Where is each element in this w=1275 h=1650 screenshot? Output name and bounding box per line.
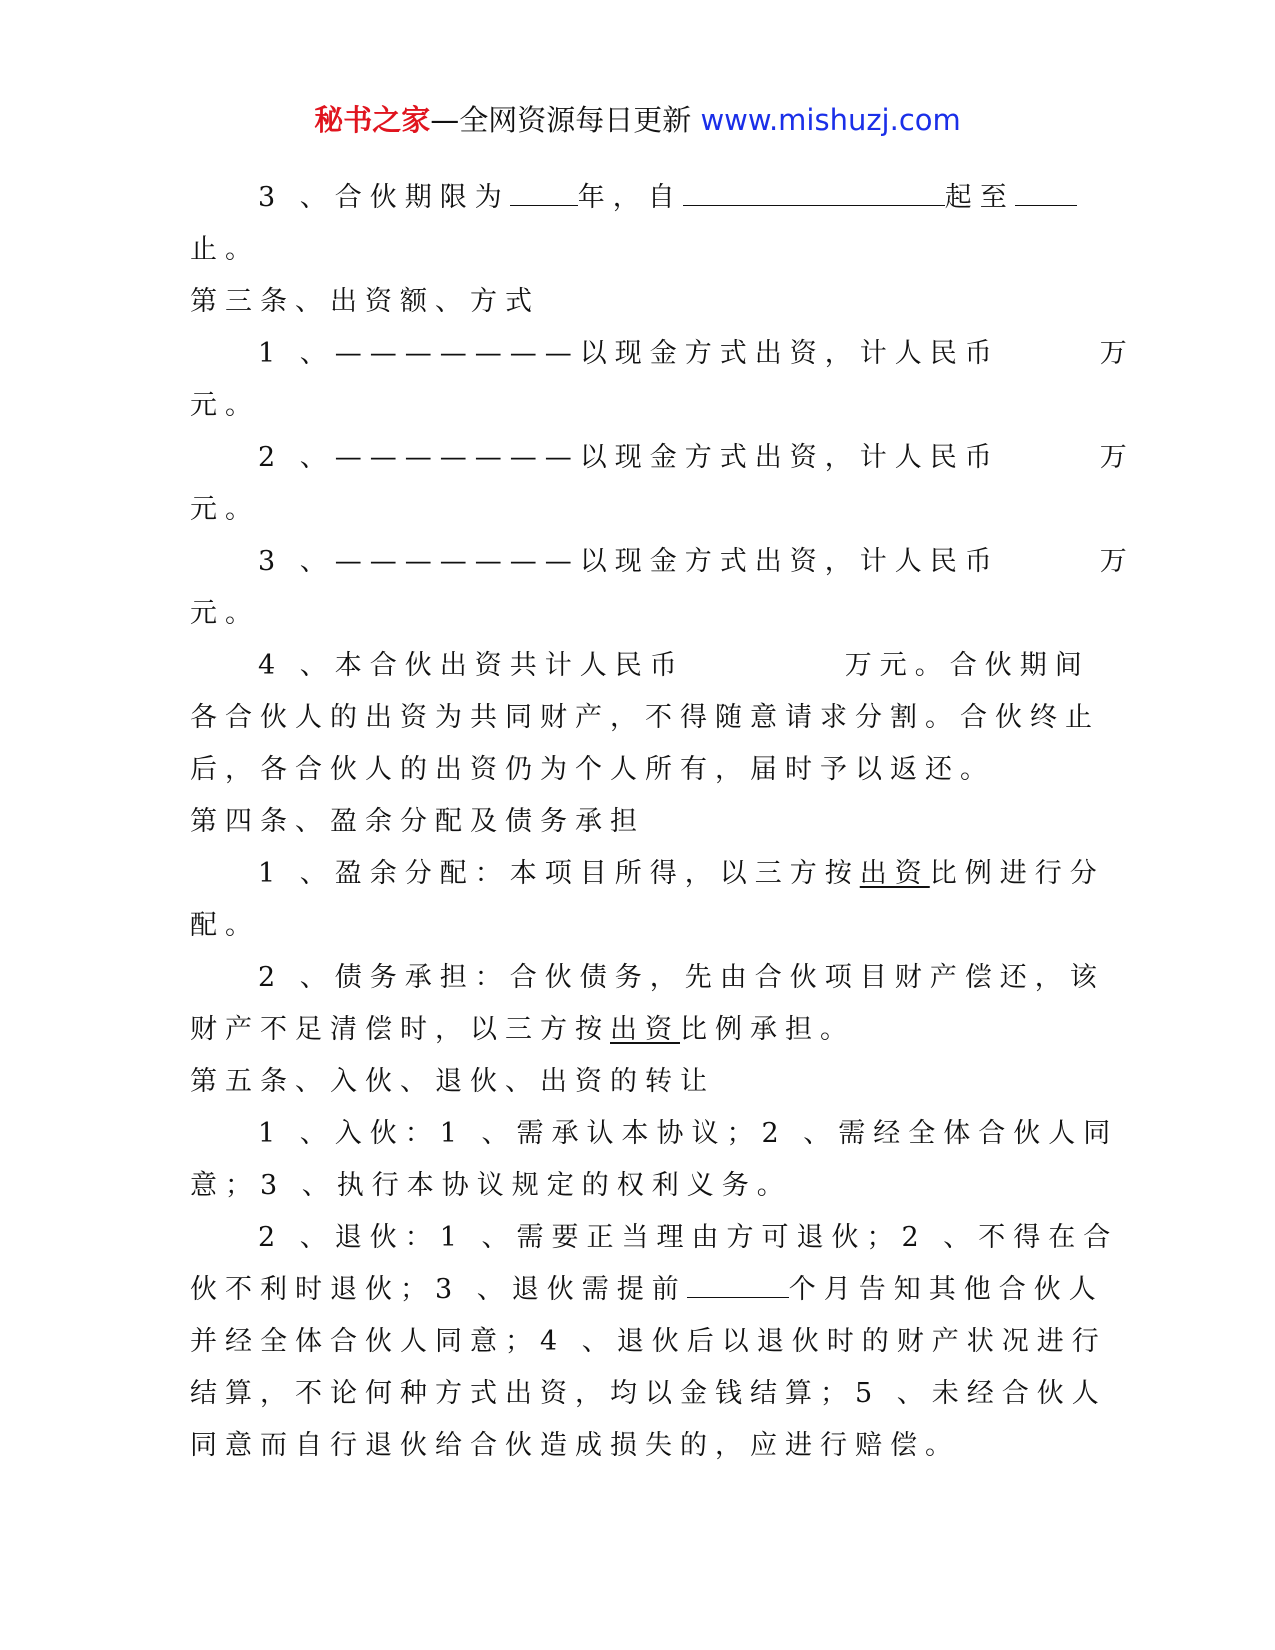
underlined-capital: 出资 <box>610 1014 680 1045</box>
text-line-6 <box>190 432 1135 484</box>
article-4-heading: 第四条、盈余分配及债务承担 <box>190 806 645 837</box>
text-line-24: 结算，不论何种方式出资，均以金钱结算；5 、未经合伙人 <box>190 1378 1107 1409</box>
text-line-7: 元。 <box>190 494 260 525</box>
text-line-4 <box>190 328 1135 380</box>
months-notice-text: 个月告知其他合伙人 <box>788 1274 1104 1305</box>
text-line-11: 各合伙人的出资为共同财产，不得随意请求分割。合伙终止 <box>190 702 1100 733</box>
unit-wan: 万 <box>1099 338 1135 369</box>
debt-text: 财产不足清偿时，以三方按 <box>190 1014 610 1045</box>
article-3-heading: 第三条、出资额、方式 <box>190 286 540 317</box>
text-line-2: 止。 <box>190 234 260 265</box>
text-line-22 <box>190 1264 1104 1316</box>
blank-start-date <box>683 173 945 206</box>
text-line-5: 元。 <box>190 390 260 421</box>
text-line-19: 1 、入伙：1 、需承认本协议；2 、需经全体合伙人同 <box>258 1118 1119 1149</box>
profit-distribution-text: 1 、盈余分配：本项目所得，以三方按 <box>258 858 860 889</box>
contribution-3: 3 、———————以现金方式出资，计人民币 <box>258 546 1000 577</box>
unit-wan: 万 <box>1099 546 1135 577</box>
text-line-1 <box>190 172 1085 224</box>
text-line-17 <box>190 1004 1085 1056</box>
underlined-capital: 出资 <box>859 858 930 889</box>
until-label: 起至 <box>944 182 1015 213</box>
text-line-21: 2 、退伙：1 、需要正当理由方可退伙；2 、不得在合 <box>258 1222 1119 1253</box>
site-header <box>0 100 1275 140</box>
contribution-2: 2 、———————以现金方式出资，计人民币 <box>258 442 1000 473</box>
term-label: 3 、合伙期限为 <box>258 182 510 213</box>
document-body <box>190 172 1135 1472</box>
total-contribution: 4 、本合伙出资共计人民币 <box>258 650 685 681</box>
blank-years <box>510 173 578 206</box>
article-5-heading: 第五条、入伙、退伙、出资的转让 <box>190 1066 715 1097</box>
total-unit-text: 万元。合伙期间 <box>844 650 1090 681</box>
blank-months <box>687 1265 789 1298</box>
year-from-label: 年，自 <box>577 182 683 213</box>
text-line-14 <box>190 848 1105 900</box>
ratio-text: 比例进行分 <box>929 858 1105 889</box>
text-line-12: 后，各合伙人的出资仍为个人所有，届时予以返还。 <box>190 754 995 785</box>
text-line-10 <box>190 640 1090 692</box>
contribution-1: 1 、———————以现金方式出资，计人民币 <box>258 338 1000 369</box>
site-url-link[interactable]: www.mishuzj.com <box>700 103 961 137</box>
debt-ratio-text: 比例承担。 <box>680 1014 855 1045</box>
unit-wan: 万 <box>1099 442 1135 473</box>
text-line-15: 配。 <box>190 910 260 941</box>
header-tagline: —全网资源每日更新 <box>430 103 692 137</box>
text-line-23: 并经全体合伙人同意；4 、退伙后以退伙时的财产状况进行 <box>190 1326 1107 1357</box>
text-line-20: 意；3 、执行本协议规定的权利义务。 <box>190 1170 792 1201</box>
text-line-16: 2 、债务承担：合伙债务，先由合伙项目财产偿还，该 <box>258 962 1105 993</box>
text-line-9: 元。 <box>190 598 260 629</box>
text-line-8 <box>190 536 1135 588</box>
brand-name: 秘书之家 <box>314 103 431 137</box>
blank-end-date <box>1015 173 1077 206</box>
withdrawal-notice-text: 伙不利时退伙；3 、退伙需提前 <box>190 1274 687 1305</box>
text-line-25: 同意而自行退伙给合伙造成损失的，应进行赔偿。 <box>190 1430 960 1461</box>
